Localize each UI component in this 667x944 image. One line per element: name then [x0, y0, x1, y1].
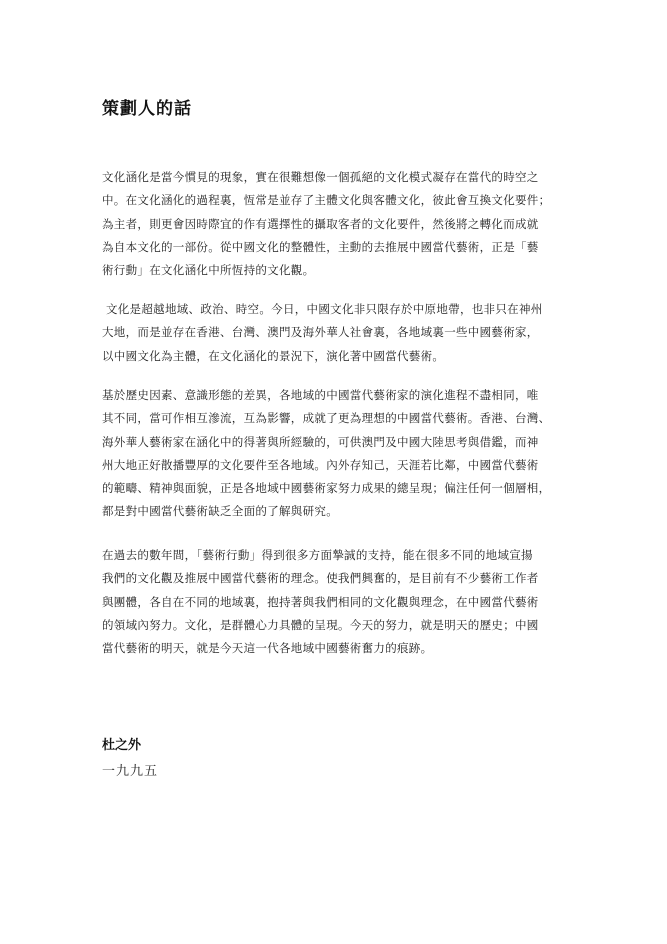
paragraph-line: 以中國文化為主體，在文化涵化的景況下，演化著中國當代藝術。 [102, 348, 445, 363]
paragraph-line: 在過去的數年間，「藝術行動」得到很多方面摯誠的支持，能在很多不同的地域宣揚 [102, 548, 533, 562]
paragraph-line: 的領域內努力。文化，是群體心力具體的呈現。今天的努力，就是明天的歷史；中國 [102, 617, 539, 632]
paragraph-line: 中。在文化涵化的過程裏，恆常是並存了主體文化與客體文化，彼此會互換文化要件； [102, 193, 551, 208]
paragraph-line: 為主者，則更會因時際宜的作有選擇性的攝取客者的文化要件，然後將之轉化而成就 [102, 216, 539, 231]
paragraph-line: 大地，而是並存在香港、台灣、澳門及海外華人社會裏，各地域裏一些中國藝術家， [102, 325, 539, 340]
paragraph-line: 都是對中國當代藝術缺乏全面的了解與研究。 [102, 504, 338, 519]
paragraph-line: 與團體，各自在不同的地域裏，抱持著與我們相同的文化觀與理念，在中國當代藝術 [102, 594, 539, 609]
paragraph-line: 基於歷史因素、意識形態的差異，各地域的中國當代藝術家的演化進程不盡相同，唯 [102, 388, 539, 402]
paragraph-line: 文化涵化是當今慣見的現象，實在很難想像一個孤絕的文化模式凝存在當代的時空之 [102, 170, 539, 184]
paragraph-line: 文化是超越地域、政治、時空。今日，中國文化非只限存於中原地帶，也非只在神州 [102, 302, 543, 316]
paragraph-line: 當代藝術的明天，就是今天這一代各地域中國藝術奮力的痕跡。 [102, 641, 433, 656]
page-title: 策劃人的話 [102, 99, 192, 119]
paragraph-line: 我們的文化觀及推展中國當代藝術的理念。使我們興奮的，是目前有不少藝術工作者 [102, 571, 539, 586]
date-text: 一九九五 [102, 764, 159, 779]
paragraph-line: 術行動」在文化涵化中所恆持的文化觀。 [102, 263, 315, 278]
paragraph-2 [102, 298, 584, 368]
paragraph-line: 州大地正好散播豐厚的文化要件至各地域。內外存知己，天涯若比鄰，中國當代藝術 [102, 457, 539, 472]
paragraph-1 [102, 166, 584, 282]
paragraph-line: 為自本文化的一部份。從中國文化的整體性，主動的去推展中國當代藝術，正是「藝 [102, 239, 539, 254]
paragraph-3 [102, 384, 584, 524]
paragraph-line: 的範疇、精神與面貌，正是各地域中國藝術家努力成果的總呈現；偏注任何一個層相， [102, 481, 551, 496]
paragraph-line: 其不同，當可作相互滲流，互為影響，成就了更為理想的中國當代藝術。香港、台灣、 [102, 411, 551, 426]
paragraph-line: 海外華人藝術家在涵化中的得著與所經驗的，可供澳門及中國大陸思考與借鑑，而神 [102, 434, 539, 449]
author-name: 杜之外 [102, 738, 142, 753]
paragraph-4 [102, 544, 584, 660]
